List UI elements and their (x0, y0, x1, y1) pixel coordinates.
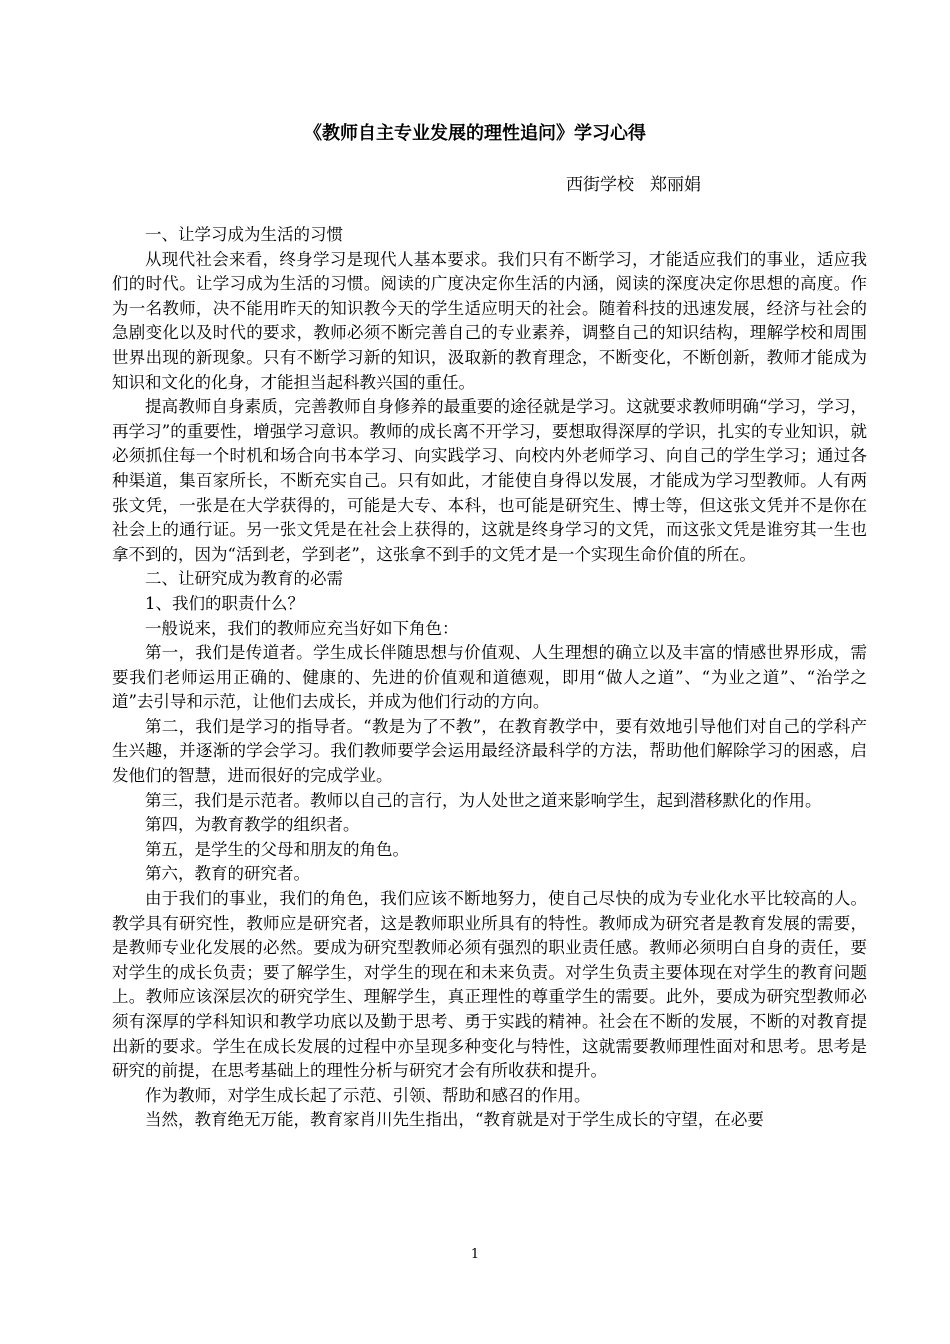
paragraph: 第五，是学生的父母和朋友的角色。 (145, 839, 409, 859)
paragraph: 第三，我们是示范者。教师以自己的言行，为人处世之道来影响学生，起到潜移默化的作用。 (145, 790, 822, 810)
section-heading-2: 二、让研究成为教育的必需 (145, 569, 343, 589)
paragraph: 一般说来，我们的教师应充当好如下角色： (145, 618, 459, 638)
section-heading-1: 一、让学习成为生活的习惯 (145, 225, 343, 244)
document-title: 《教师自主专业发展的理性追问》学习心得 (304, 123, 646, 144)
paragraph: 从现代社会来看，终身学习是现代人基本要求。我们只有不断学习，才能适应我们的事业，适应我们的时代。让学习成为生活的习惯。阅读的广度决定你生活的内涵，阅读的深度决定你思想的高度。作为一名教师，决不能用昨天的知识教今天的学生适应明天的社会。随着科技的迅速发展，经济与社会的急剧变化以及时代的要求，教师必须不断完善自己的专业素养，调整自己的知识结构，理解学校和周围世界出现的新现象。只有不断学习新的知识，汲取新的教育理念，不断变化，不断创新，教师才能成为知识和文化的化身，才能担当起科教兴国的重任。 (112, 249, 867, 392)
paragraph: 由于我们的事业，我们的角色，我们应该不断地努力，使自己尽快的成为专业化水平比较高的人。教学具有研究性，教师应是研究者，这是教师职业所具有的特性。教师成为研究者是教育发展的需要，是教师专业化发展的必然。要成为研究型教师必须有强烈的职业责任感。教师必须明白自身的责任，要对学生的成长负责；要了解学生，对学生的现在和未来负责。对学生负责主要体现在对学生的教育问题上。教师应该深层次的研究学生、理解学生，真正理性的尊重学生的需要。此外，要成为研究型教师必须有深厚的学科知识和教学功底以及勤于思考、勇于实践的精神。社会在不断的发展，不断的对教育提出新的要求。学生在成长发展的过程中亦呈现多种变化与特性，这就需要教师理性面对和思考。思考是研究的前提，在思考基础上的理性分析与研究才会有所收获和提升。 (112, 889, 867, 1081)
author-name: 郑丽娟 (650, 175, 701, 195)
author-line (566, 174, 701, 196)
subsection-heading: 1、我们的职责什么？ (145, 593, 304, 613)
author-school: 西街学校 (566, 175, 634, 195)
page-number: 1 (470, 1247, 480, 1262)
paragraph: 第二，我们是学习的指导者。“教是为了不教”，在教育教学中，要有效地引导他们对自己的学科产生兴趣，并逐渐的学会学习。我们教师要学会运用最经济最科学的方法，帮助他们解除学习的困惑，启发他们的智慧，进而很好的完成学业。 (112, 716, 867, 786)
paragraph: 第六，教育的研究者。 (145, 864, 310, 884)
document-body (112, 223, 867, 1133)
paragraph: 第四，为教育教学的组织者。 (145, 815, 360, 835)
paragraph: 当然，教育绝无万能，教育家肖川先生指出，“教育就是对于学生成长的守望，在必要 (145, 1110, 764, 1130)
paragraph: 第一，我们是传道者。学生成长伴随思想与价值观、人生理想的确立以及丰富的情感世界形成，需要我们老师运用正确的、健康的、先进的价值观和道德观，即用“做人之道”、“为业之道”、“治学之道”去引导和示范，让他们去成长，并成为他们行动的方向。 (112, 643, 867, 712)
paragraph: 作为教师，对学生成长起了示范、引领、帮助和感召的作用。 (145, 1085, 591, 1105)
paragraph: 提高教师自身素质，完善教师自身修养的最重要的途径就是学习。这就要求教师明确“学习，学习，再学习”的重要性，增强学习意识。教师的成长离不开学习，要想取得深厚的学识，扎实的专业知识，就必须抓住每一个时机和场合向书本学习、向实践学习、向校内外老师学习、向自己的学生学习；通过各种渠道，集百家所长，不断充实自己。只有如此，才能使自身得以发展，才能成为学习型教师。人有两张文凭，一张是在大学获得的，可能是大专、本科，也可能是研究生、博士等，但这张文凭并不是你在社会上的通行证。另一张文凭是在社会上获得的，这就是终身学习的文凭，而这张文凭是谁穷其一生也拿不到的，因为“活到老，学到老”，这张拿不到手的文凭才是一个实现生命价值的所在。 (112, 397, 867, 564)
